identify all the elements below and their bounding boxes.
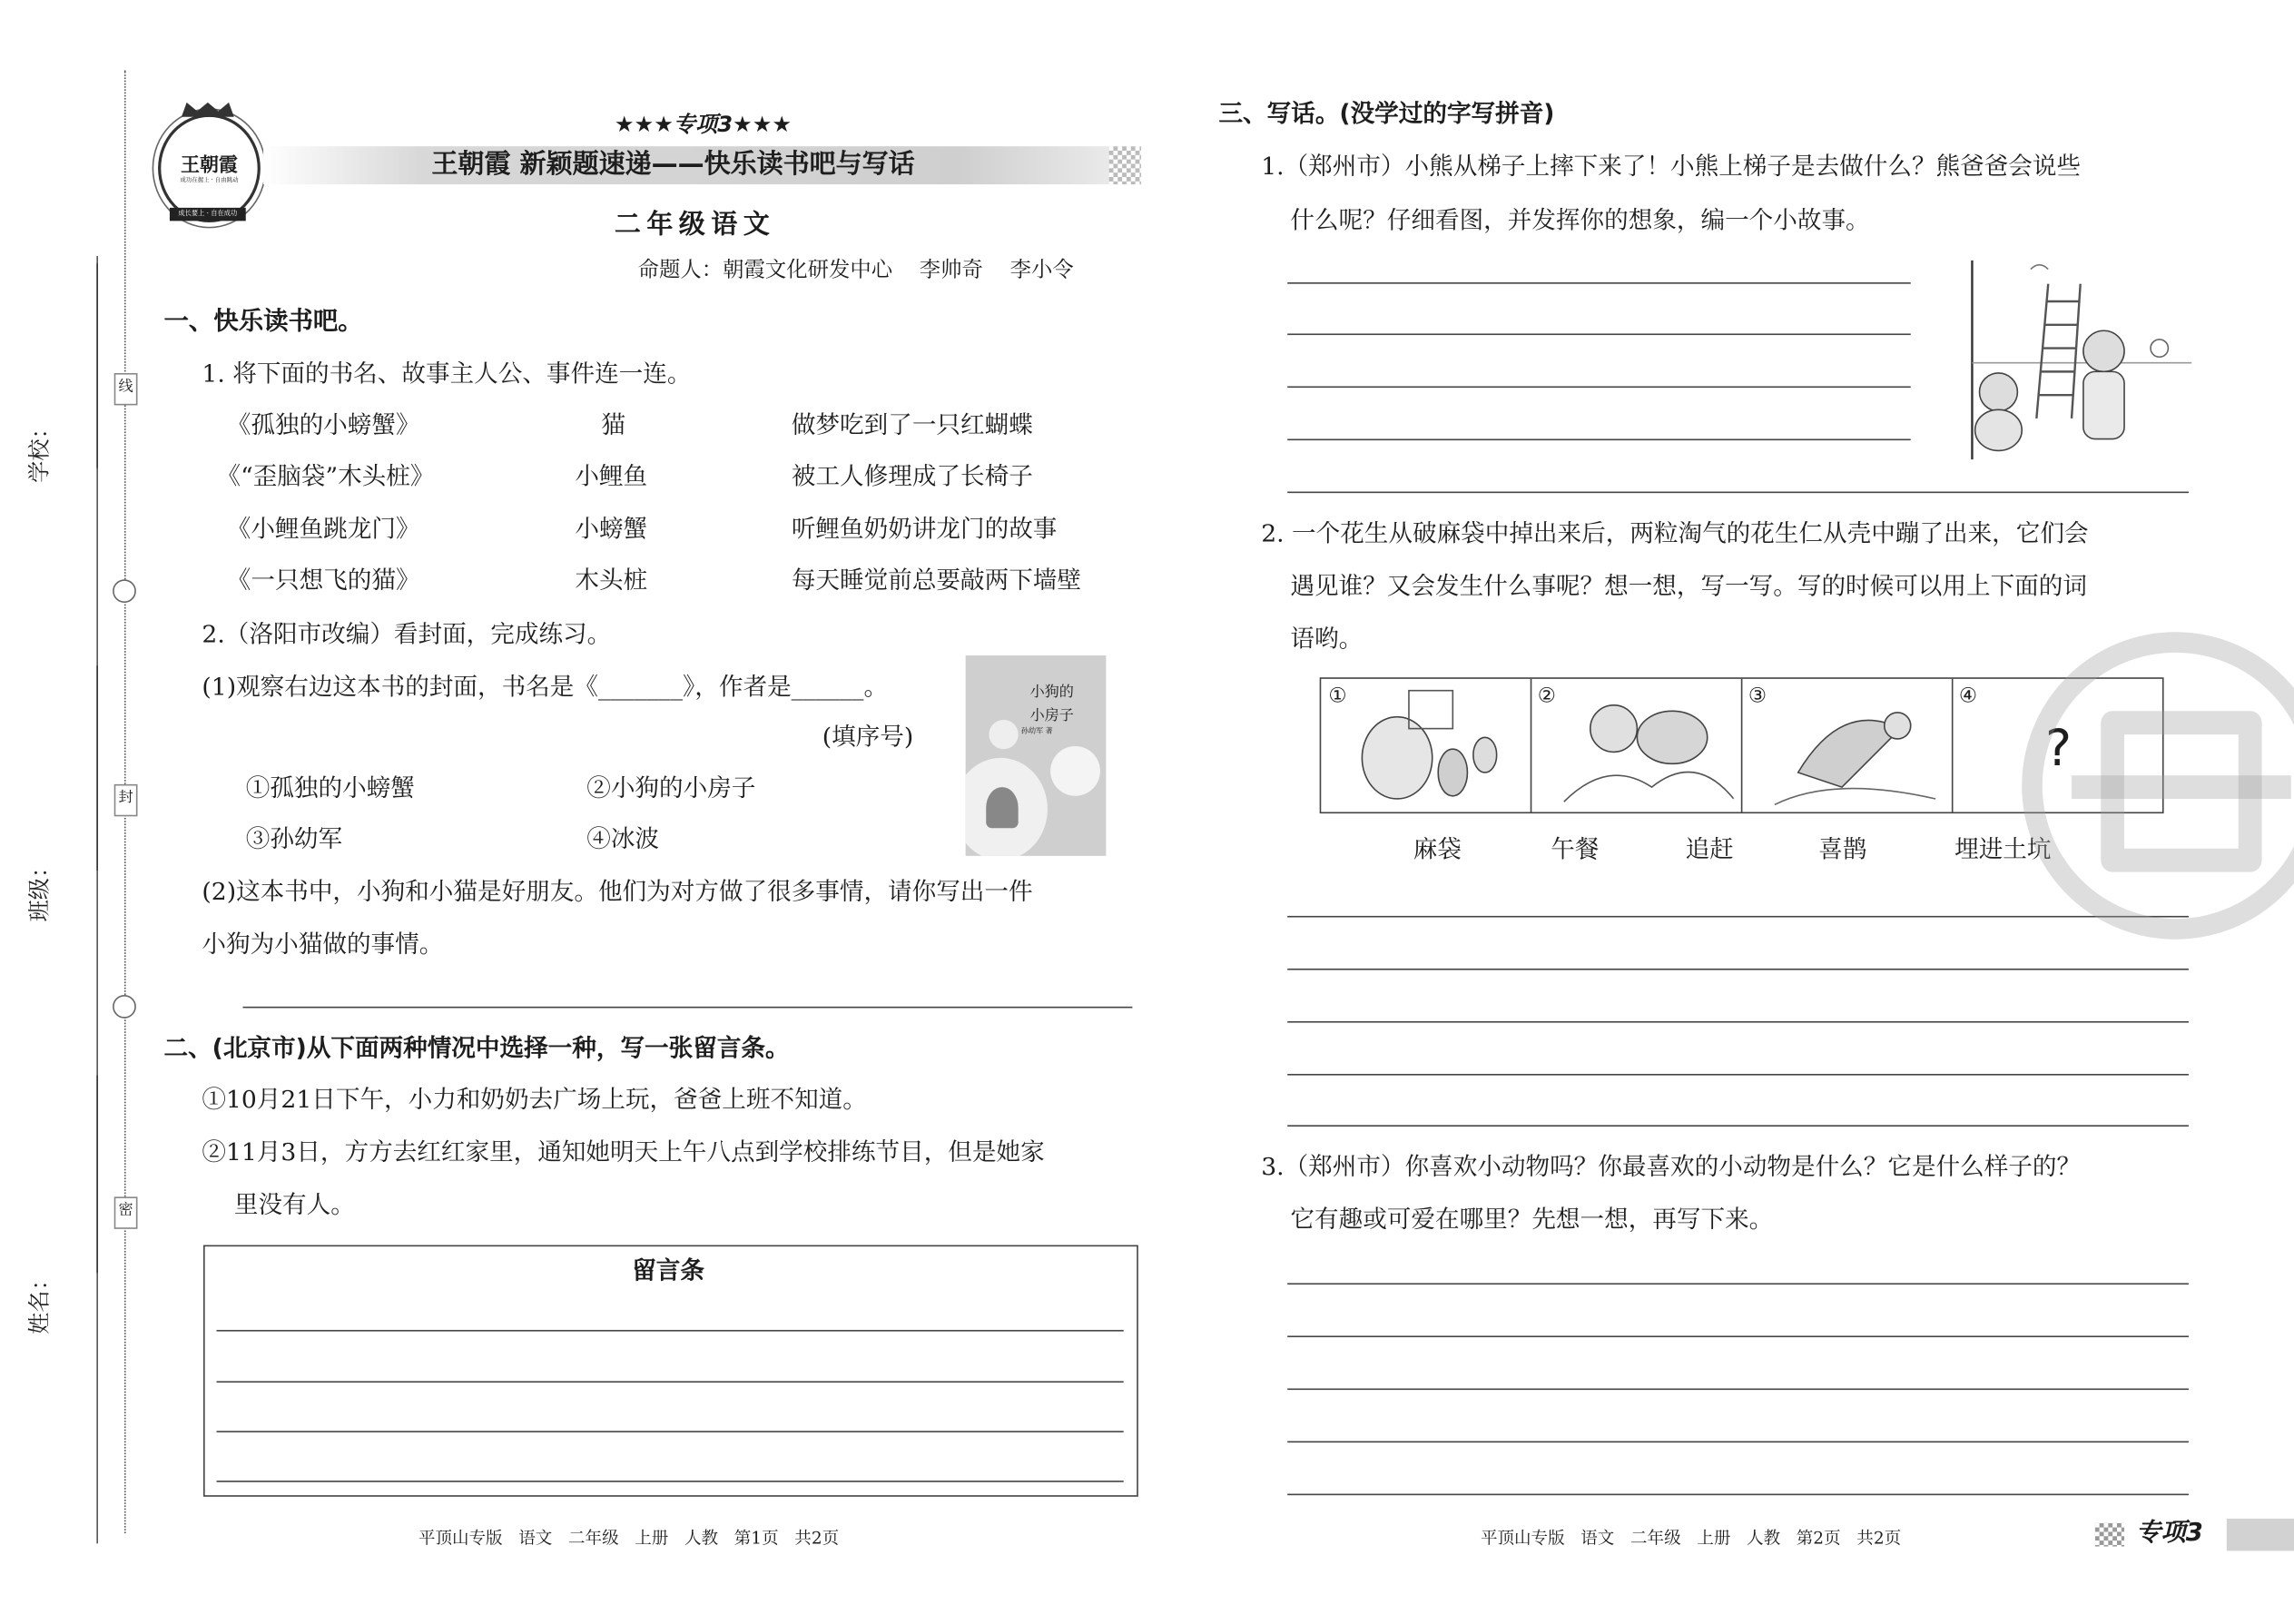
book-cover-title-2: 小房子 (1029, 708, 1074, 724)
s3-q2-line2: 遇见谁？又会发生什么事呢？想一想，写一写。写的时候可以用上下面的词 (1290, 572, 2087, 600)
section2-item2-line1: ②11月3日，方方去红红家里，通知她明天上午八点到学校排练节目，但是她家 (202, 1137, 1045, 1166)
q2-option-2: ②小狗的小房子 (586, 773, 756, 802)
s3-q1-line-e[interactable] (1287, 492, 2189, 494)
bear-ladder-illustration (1928, 258, 2194, 463)
section3-title: 三、写话。(没学过的字写拼音) (1218, 99, 1555, 128)
q2-prompt: 2.（洛阳市改编）看封面，完成练习。 (202, 620, 612, 648)
footer-tag-checker (2095, 1523, 2124, 1547)
s3-q2-line-c[interactable] (1287, 1021, 2189, 1023)
word-2: 午餐 (1551, 835, 1600, 863)
seal-char-1: 线 (114, 373, 138, 405)
subject-title: 二年级语文 (614, 209, 776, 241)
s3-q1-line-a[interactable] (1287, 282, 1911, 284)
logo-crown-icon (182, 103, 234, 117)
q2-option-3: ③孙幼军 (245, 824, 343, 853)
name-label: 姓名： (26, 1268, 54, 1334)
binding-circle-1 (113, 579, 136, 603)
note-line-1[interactable] (217, 1330, 1124, 1332)
word-1: 麻袋 (1413, 835, 1462, 863)
magpie-illustration (1768, 684, 1944, 807)
q1-book-4[interactable]: 《一只想飞的猫》 (226, 566, 420, 595)
q1-book-1[interactable]: 《孤独的小螃蟹》 (226, 410, 420, 439)
s3-q1-line2: 什么呢？仔细看图，并发挥你的想象，编一个小故事。 (1290, 206, 1870, 234)
q2-answer-line[interactable] (243, 1007, 1133, 1009)
book-cover-image (966, 655, 1107, 856)
q2-part2-line1: (2)这本书中，小狗和小猫是好朋友。他们为对方做了很多事情，请你写出一件 (202, 878, 1033, 906)
section2-title: 二、(北京市)从下面两种情况中选择一种，写一张留言条。 (163, 1034, 790, 1063)
word-5: 埋进土坑 (1954, 835, 2052, 863)
note-line-4[interactable] (217, 1481, 1124, 1482)
q2-part1-hint: (填序号) (822, 723, 914, 751)
note-line-2[interactable] (217, 1381, 1124, 1383)
panel-label-4: ④ (1958, 684, 1978, 709)
seal-char-2: 封 (114, 784, 138, 816)
q1-event-3[interactable]: 听鲤鱼奶奶讲龙门的故事 (791, 515, 1058, 543)
s3-q2-line-e[interactable] (1287, 1125, 2189, 1127)
s3-q3-line2: 它有趣或可爱在哪里？先想一想，再写下来。 (1290, 1206, 1774, 1234)
q1-hero-1[interactable]: 猫 (601, 410, 625, 439)
banner-title: 王朝霞 新颖题速递——快乐读书吧与写话 (431, 149, 915, 181)
note-line-3[interactable] (217, 1431, 1124, 1432)
q1-event-4[interactable]: 每天睡觉前总要敲两下墙壁 (791, 566, 1081, 595)
school-field-line[interactable] (96, 263, 98, 468)
logo-sub: 成功在握上 · 自由跳动 (180, 175, 239, 183)
footer-right: 平顶山专版 语文 二年级 上册 人教 第2页 共2页 (1480, 1527, 1902, 1549)
word-3: 追赶 (1685, 835, 1734, 863)
sack-peanut-illustration (1351, 684, 1519, 807)
s3-q3-line1: 3.（郑州市）你喜欢小动物吗？你最喜欢的小动物是什么？它是什么样子的？ (1261, 1153, 2082, 1181)
book-cover-title-1: 小狗的 (1029, 684, 1074, 702)
s3-q2-line3: 语哟。 (1290, 625, 1364, 653)
animals-lunch-illustration (1558, 684, 1733, 807)
s3-q1-line-d[interactable] (1287, 439, 1911, 441)
q1-hero-2[interactable]: 小鲤鱼 (575, 462, 648, 490)
section2-item2-line2: 里没有人。 (233, 1190, 355, 1219)
q2-part1[interactable]: (1)观察右边这本书的封面，书名是《_______》，作者是______。 (202, 673, 889, 702)
s3-q2-line-a[interactable] (1287, 916, 2189, 918)
footer-left: 平顶山专版 语文 二年级 上册 人教 第1页 共2页 (418, 1527, 840, 1549)
q2-option-4: ④冰波 (586, 824, 660, 853)
footer-tag: 专项3 (2135, 1518, 2203, 1549)
word-4: 喜鹊 (1818, 835, 1867, 863)
q1-book-3[interactable]: 《小鲤鱼跳龙门》 (226, 515, 420, 543)
section1-title: 一、快乐读书吧。 (163, 307, 363, 337)
s3-q1-line-b[interactable] (1287, 333, 1911, 335)
book-cover-author: 孙幼军 著 (1020, 727, 1053, 736)
s3-q1-line1: 1.（郑州市）小熊从梯子上摔下来了！小熊上梯子是去做什么？熊爸爸会说些 (1261, 152, 2082, 181)
special-tag: ★★★专项3★★★ (614, 111, 793, 138)
note-title: 留言条 (632, 1256, 704, 1285)
panel-label-3: ③ (1748, 684, 1767, 709)
authors-line: 命题人：朝霞文化研发中心 李帅奇 李小令 (637, 259, 1074, 283)
s3-q3-line-e[interactable] (1287, 1494, 2189, 1496)
panel-label-1: ① (1328, 684, 1347, 709)
question-mark-icon: ? (2045, 719, 2072, 779)
s3-q3-line-c[interactable] (1287, 1389, 2189, 1391)
q1-event-2[interactable]: 被工人修理成了长椅子 (791, 462, 1033, 490)
q1-hero-3[interactable]: 小螃蟹 (575, 515, 648, 543)
s3-q3-line-a[interactable] (1287, 1283, 2189, 1284)
class-label: 班级： (26, 855, 54, 922)
section2-item1: ①10月21日下午，小力和奶奶去广场上玩，爸爸上班不知道。 (202, 1085, 867, 1114)
school-label: 学校： (26, 417, 54, 483)
logo-badge (158, 114, 261, 222)
logo-text: 王朝霞 (181, 154, 238, 178)
s3-q3-line-d[interactable] (1287, 1442, 2189, 1443)
s3-q2-line-b[interactable] (1287, 969, 2189, 970)
note-box (203, 1245, 1138, 1497)
q2-part2-line2: 小狗为小猫做的事情。 (202, 930, 444, 959)
s3-q3-line-b[interactable] (1287, 1335, 2189, 1337)
s3-q1-line-c[interactable] (1287, 386, 1911, 388)
panel-label-2: ② (1537, 684, 1557, 709)
q1-hero-4[interactable]: 木头桩 (575, 566, 648, 595)
q2-option-1: ①孤独的小螃蟹 (245, 773, 415, 802)
q1-book-2[interactable]: 《“歪脑袋”木头桩》 (216, 462, 435, 490)
q1-prompt: 1. 将下面的书名、故事主人公、事件连一连。 (202, 359, 692, 389)
seal-char-3: 密 (114, 1196, 138, 1228)
logo-ribbon: 成长要上 · 自在成功 (170, 208, 246, 221)
class-field-line[interactable] (96, 665, 98, 871)
banner-checker (1109, 146, 1141, 184)
s3-q2-line1: 2. 一个花生从破麻袋中掉出来后，两粒淘气的花生仁从壳中蹦了出来，它们会 (1261, 519, 2089, 547)
q1-event-1[interactable]: 做梦吃到了一只红蝴蝶 (791, 410, 1033, 439)
s3-q2-line-d[interactable] (1287, 1074, 2189, 1076)
binding-circle-2 (113, 995, 136, 1019)
footer-tag-bar (2227, 1519, 2294, 1550)
name-field-line[interactable] (96, 1076, 98, 1274)
